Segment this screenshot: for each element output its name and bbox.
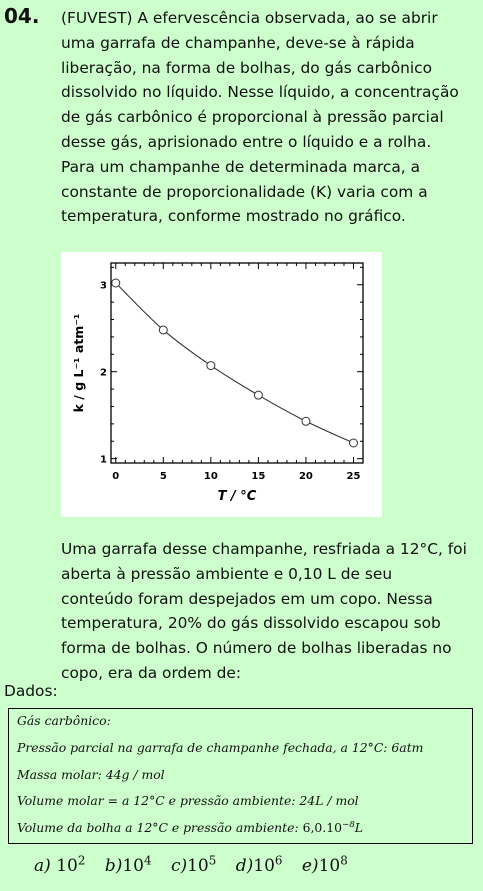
option-letter: a): [34, 856, 51, 876]
option-c[interactable]: [170, 853, 217, 876]
statement-line: dissolvido no líquido. Nesse líquido, a concentração: [61, 83, 459, 102]
bubble-volume-mantissa: 6,0.10: [302, 820, 343, 835]
option-e[interactable]: [301, 853, 348, 876]
data-molar-volume: [17, 793, 359, 808]
pressure-text: Pressão parcial na garrafa de champanhe fechada, a 12°C:: [17, 740, 392, 755]
continuation-line: conteúdo foram despejados em um copo. Nessa: [61, 589, 433, 608]
option-exponent: 6: [274, 853, 283, 868]
option-d[interactable]: [235, 853, 283, 876]
question-continuation: [61, 537, 481, 686]
option-letter: e): [301, 856, 319, 876]
data-point: [112, 279, 120, 287]
data-pressure: [17, 740, 423, 755]
continuation-line: copo, era da ordem de:: [61, 663, 242, 682]
data-bubble-volume: [17, 820, 363, 835]
question-statement: [61, 6, 481, 229]
x-axis-label: T / °C: [217, 489, 257, 504]
option-letter: d): [235, 856, 254, 876]
continuation-line: forma de bolhas. O número de bolhas liberadas no: [61, 639, 452, 658]
option-a[interactable]: [34, 853, 86, 876]
data-point: [159, 326, 167, 334]
k-vs-temperature-chart: [61, 252, 382, 517]
option-exponent: 4: [143, 853, 152, 868]
x-tick-label: 25: [346, 471, 361, 482]
bubble-volume-text: Volume da bolha a 12°C e pressão ambiente:: [17, 820, 303, 835]
option-letter: b): [104, 856, 123, 876]
data-points: [112, 279, 358, 447]
option-exponent: 2: [77, 853, 86, 868]
y-tick-label: 1: [100, 454, 107, 466]
statement-line: (FUVEST) A efervescência observada, ao se abrir: [61, 9, 438, 27]
bubble-volume-exponent: −8: [342, 819, 355, 830]
molar-volume-text: Volume molar = a 12°C e pressão ambiente:: [17, 793, 300, 808]
x-tick-label: 15: [251, 471, 266, 482]
x-tick-label: 5: [159, 471, 167, 482]
pressure-value: 6atm: [391, 740, 424, 755]
option-exponent: 8: [340, 853, 348, 868]
molar-mass-text: Massa molar:: [17, 767, 106, 782]
option-base: 10: [187, 856, 209, 876]
data-point: [254, 391, 262, 399]
data-molar-mass: [17, 767, 165, 782]
statement-line: constante de proporcionalidade (K) varia com a: [61, 182, 428, 201]
option-base: 10: [56, 856, 78, 876]
chart-container: [61, 252, 382, 517]
tick-marks: [111, 263, 363, 463]
y-axis-label: k / g L⁻¹ atm⁻¹: [71, 313, 86, 413]
option-base: 10: [122, 856, 144, 876]
data-point: [207, 362, 215, 370]
y-tick-labels: [100, 281, 107, 466]
x-tick-label: 0: [112, 471, 120, 482]
data-point: [302, 417, 310, 425]
molar-volume-value: 24L / mol: [299, 793, 359, 808]
molar-mass-value: 44g / mol: [105, 767, 165, 782]
x-tick-label: 20: [298, 471, 313, 482]
data-box: [8, 708, 473, 844]
dados-label: Dados:: [4, 682, 58, 700]
option-letter: c): [170, 856, 188, 876]
statement-line: desse gás, aprisionado entre o líquido e a rolha.: [61, 132, 432, 151]
statement-line: Para um champanhe de determinada marca, a: [61, 157, 421, 176]
x-tick-labels: [112, 471, 360, 482]
data-point: [349, 439, 357, 447]
option-exponent: 5: [208, 853, 217, 868]
answer-options: [34, 853, 362, 876]
option-base: 10: [318, 856, 341, 876]
continuation-line: Uma garrafa desse champanhe, resfriada a 12°C, foi: [61, 540, 467, 558]
statement-line: temperatura, conforme mostrado no gráfico.: [61, 207, 406, 226]
continuation-line: temperatura, 20% do gás dissolvido escapou sob: [61, 614, 441, 633]
statement-line: liberação, na forma de bolhas, do gás carbônico: [61, 58, 433, 77]
x-tick-label: 10: [203, 471, 218, 482]
data-title: Gás carbônico:: [17, 713, 111, 728]
question-number: 04.: [4, 4, 40, 28]
data-curve: [116, 283, 354, 443]
statement-line: de gás carbônico é proporcional à pressão parcial: [61, 108, 444, 127]
plot-frame: [111, 263, 363, 463]
bubble-volume-unit: L: [354, 820, 364, 835]
y-tick-label: 2: [100, 367, 107, 379]
y-tick-label: 3: [100, 280, 107, 292]
option-base: 10: [253, 856, 275, 876]
option-b[interactable]: [104, 853, 152, 876]
continuation-line: aberta à pressão ambiente e 0,10 L de seu: [61, 564, 393, 583]
statement-line: uma garrafa de champanhe, deve-se à rápida: [61, 33, 415, 52]
